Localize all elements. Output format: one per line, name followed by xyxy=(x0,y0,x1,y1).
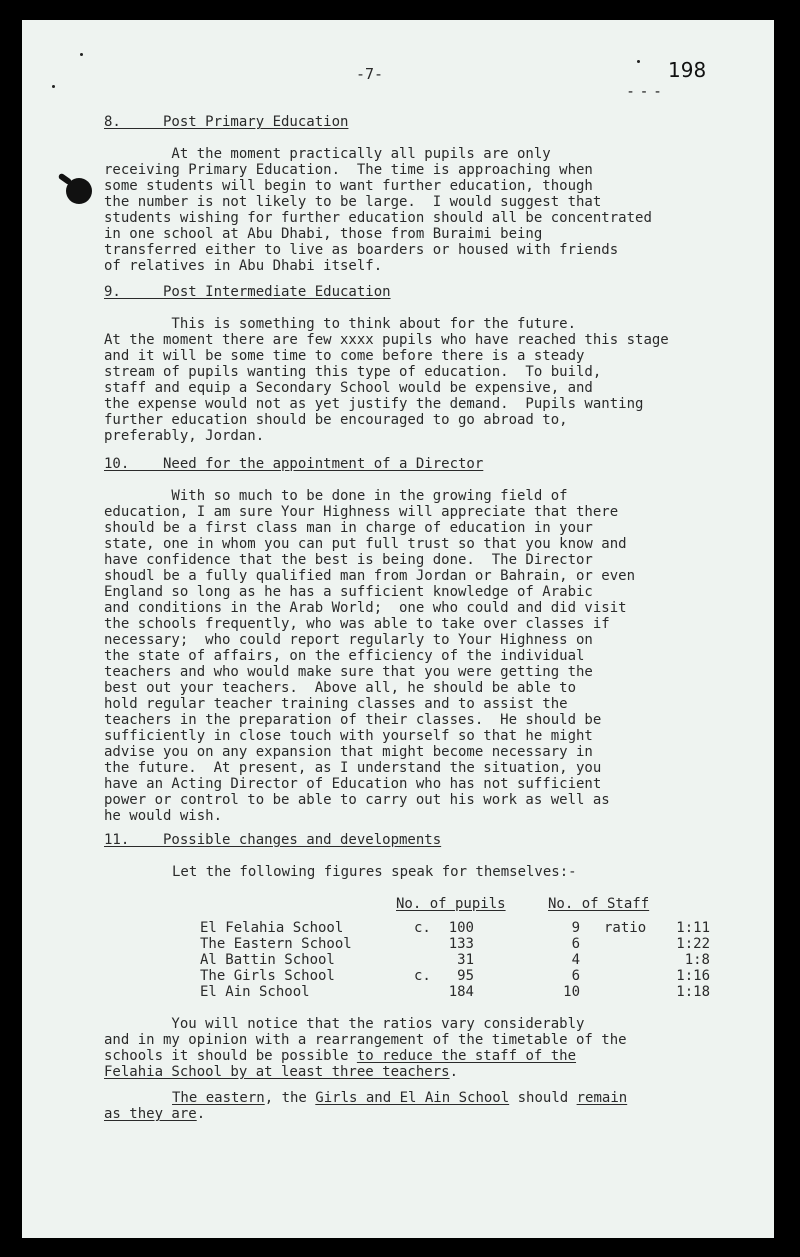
table-cell-approx: c. xyxy=(414,920,431,936)
paragraph-line: he would wish. xyxy=(104,808,223,824)
table-cell-school: El Felahia School xyxy=(200,920,344,936)
paragraph-line: of relatives in Abu Dhabi itself. xyxy=(104,258,383,274)
speck xyxy=(80,53,83,56)
paragraph-line: power or control to be able to carry out his work as well as xyxy=(104,792,610,808)
paragraph-line: staff and equip a Secondary School would be expensive, and xyxy=(104,380,593,396)
handwritten-folio-number: 198 xyxy=(668,58,707,82)
paragraph-line: state, one in whom you can put full trust so that you know and xyxy=(104,536,627,552)
paragraph-line: and conditions in the Arab World; one who could and did visit xyxy=(104,600,627,616)
table-cell-school: Al Battin School xyxy=(200,952,335,968)
table-cell-staff: 4 xyxy=(571,952,580,968)
document-page xyxy=(22,20,774,1238)
text-run: should xyxy=(509,1090,577,1106)
paragraph-line xyxy=(104,1048,576,1064)
underlined-text: Felahia School by at least three teachers xyxy=(104,1064,450,1080)
underlined-text: to reduce the staff of the xyxy=(356,1048,577,1064)
table-cell-pupils: 100 xyxy=(448,920,474,936)
paragraph-line: the future. At present, as I understand the situation, you xyxy=(104,760,602,776)
paragraph-line: and in my opinion with a rearrangement of the timetable of the xyxy=(104,1032,627,1048)
ratio-label: ratio xyxy=(604,920,647,936)
table-cell-ratio: 1:18 xyxy=(676,984,710,1000)
paragraph-line: preferably, Jordan. xyxy=(104,428,265,444)
text-run: schools it should be possible xyxy=(104,1048,357,1064)
section-11-heading: 11. Possible changes and developments xyxy=(104,832,442,848)
table-cell-approx: c. xyxy=(414,968,431,984)
paragraph-line: sufficiently in close touch with yourself so that he might xyxy=(104,728,593,744)
paragraph-line xyxy=(104,1064,458,1080)
table-cell-school: The Girls School xyxy=(200,968,335,984)
paragraph-line: transferred either to live as boarders or housed with friends xyxy=(104,242,619,258)
table-cell-pupils: 133 xyxy=(448,936,474,952)
paragraph-line: the state of affairs, on the efficiency of the individual xyxy=(104,648,585,664)
paragraph-line: shoudl be a fully qualified man from Jordan or Bahrain, or even xyxy=(104,568,636,584)
paragraph-line xyxy=(172,1090,627,1106)
table-cell-school: El Ain School xyxy=(200,984,310,1000)
paragraph-line: England so long as he has a sufficient knowledge of Arabic xyxy=(104,584,593,600)
paragraph-line: hold regular teacher training classes and to assist the xyxy=(104,696,568,712)
table-cell-pupils: 184 xyxy=(448,984,474,1000)
underlined-text: Girls and El Ain School xyxy=(315,1090,510,1106)
paragraph-line: receiving Primary Education. The time is approaching when xyxy=(104,162,593,178)
table-cell-ratio: 1:11 xyxy=(676,920,710,936)
column-header-staff: No. of Staff xyxy=(548,896,650,912)
paragraph-line: education, I am sure Your Highness will appreciate that there xyxy=(104,504,619,520)
paragraph-line: With so much to be done in the growing field of xyxy=(104,488,568,504)
paragraph-line: students wishing for further education should all be concentrated xyxy=(104,210,652,226)
paragraph-line: have confidence that the best is being done. The Director xyxy=(104,552,593,568)
table-cell-pupils: 95 xyxy=(457,968,474,984)
table-cell-staff: 6 xyxy=(571,968,580,984)
paragraph-line: You will notice that the ratios vary considerably xyxy=(104,1016,585,1032)
table-cell-ratio: 1:16 xyxy=(676,968,710,984)
text-run: . xyxy=(449,1064,459,1080)
text-run: , the xyxy=(264,1090,316,1106)
underlined-text: remain xyxy=(576,1090,628,1106)
paragraph-line: This is something to think about for the future. xyxy=(104,316,577,332)
paragraph-line: stream of pupils wanting this type of education. To build, xyxy=(104,364,602,380)
table-cell-staff: 9 xyxy=(571,920,580,936)
paragraph-line: teachers in the preparation of their classes. He should be xyxy=(104,712,602,728)
handwritten-marks: - - - xyxy=(628,84,663,100)
table-cell-ratio: 1:8 xyxy=(684,952,710,968)
table-cell-school: The Eastern School xyxy=(200,936,352,952)
punch-hole xyxy=(66,178,92,204)
paragraph-line: the schools frequently, who was able to take over classes if xyxy=(104,616,610,632)
text-run: . xyxy=(196,1106,206,1122)
table-cell-ratio: 1:22 xyxy=(676,936,710,952)
paragraph-line: advise you on any expansion that might become necessary in xyxy=(104,744,593,760)
paragraph-line: have an Acting Director of Education who has not sufficient xyxy=(104,776,602,792)
table-intro: Let the following figures speak for themselves:- xyxy=(172,864,577,880)
paragraph-line: At the moment there are few xxxx pupils who have reached this stage xyxy=(104,332,669,348)
speck xyxy=(637,60,640,63)
paragraph-line: At the moment practically all pupils are only xyxy=(104,146,551,162)
table-cell-staff: 6 xyxy=(571,936,580,952)
paragraph-line: some students will begin to want further education, though xyxy=(104,178,593,194)
paragraph-line: the number is not likely to be large. I would suggest that xyxy=(104,194,602,210)
table-cell-pupils: 31 xyxy=(457,952,474,968)
section-8-heading: 8. Post Primary Education xyxy=(104,114,349,130)
paragraph-line: in one school at Abu Dhabi, those from Buraimi being xyxy=(104,226,543,242)
table-cell-staff: 10 xyxy=(563,984,580,1000)
paragraph-line: best out your teachers. Above all, he should be able to xyxy=(104,680,577,696)
paragraph-line xyxy=(104,1106,205,1122)
underlined-text: The eastern xyxy=(172,1090,265,1106)
paragraph-line: further education should be encouraged to go abroad to, xyxy=(104,412,568,428)
underlined-text: as they are xyxy=(104,1106,197,1122)
column-header-pupils: No. of pupils xyxy=(396,896,506,912)
paragraph-line: teachers and who would make sure that you were getting the xyxy=(104,664,593,680)
page-number: -7- xyxy=(356,65,384,83)
section-9-heading: 9. Post Intermediate Education xyxy=(104,284,391,300)
section-10-heading: 10. Need for the appointment of a Director xyxy=(104,456,484,472)
paragraph-line: should be a first class man in charge of education in your xyxy=(104,520,593,536)
paragraph-line: necessary; who could report regularly to Your Highness on xyxy=(104,632,593,648)
paragraph-line: and it will be some time to come before there is a steady xyxy=(104,348,585,364)
speck xyxy=(52,85,55,88)
paragraph-line: the expense would not as yet justify the demand. Pupils wanting xyxy=(104,396,644,412)
